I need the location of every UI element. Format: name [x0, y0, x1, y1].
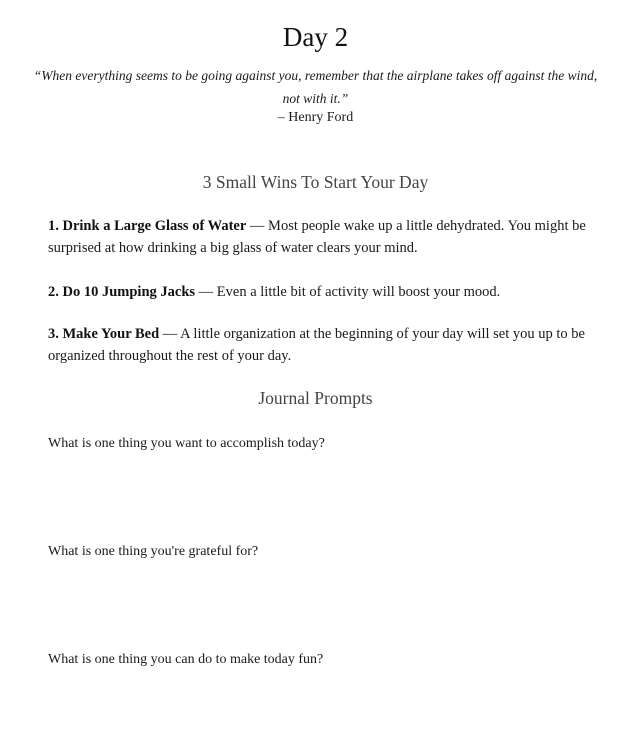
- win-separator: —: [159, 326, 181, 342]
- win-title: 1. Drink a Large Glass of Water: [48, 218, 247, 234]
- win-text: Even a little bit of activity will boost your mood.: [216, 284, 501, 300]
- win-title: 2. Do 10 Jumping Jacks: [48, 284, 196, 300]
- win-text: A little organization at the beginning of your day will set you up to be organized throughout the rest of your day.: [48, 326, 585, 364]
- small-wins-heading: 3 Small Wins To Start Your Day: [202, 172, 429, 192]
- win-title: 3. Make Your Bed: [48, 326, 160, 342]
- win-text: Most people wake up a little dehydrated. You might be surprised at how drinking a big glass of water clears your mind.: [48, 218, 586, 256]
- win-item-water: [48, 215, 588, 259]
- quote-text: “When everything seems to be going against you, remember that the airplane takes off against the wind, not with it.”: [33, 68, 598, 106]
- journal-prompt-fun: What is one thing you can do to make today fun?: [48, 652, 324, 667]
- win-separator: —: [195, 284, 217, 300]
- quote-author: – Henry Ford: [277, 110, 354, 125]
- journal-prompts-heading: Journal Prompts: [258, 388, 373, 408]
- journal-prompt-grateful: What is one thing you're grateful for?: [48, 544, 259, 559]
- page-title: Day 2: [282, 22, 349, 52]
- journal-prompt-accomplish: What is one thing you want to accomplish today?: [48, 436, 325, 451]
- win-item-jumping-jacks: [48, 281, 588, 303]
- win-item-make-bed: [48, 323, 588, 367]
- win-separator: —: [246, 218, 269, 234]
